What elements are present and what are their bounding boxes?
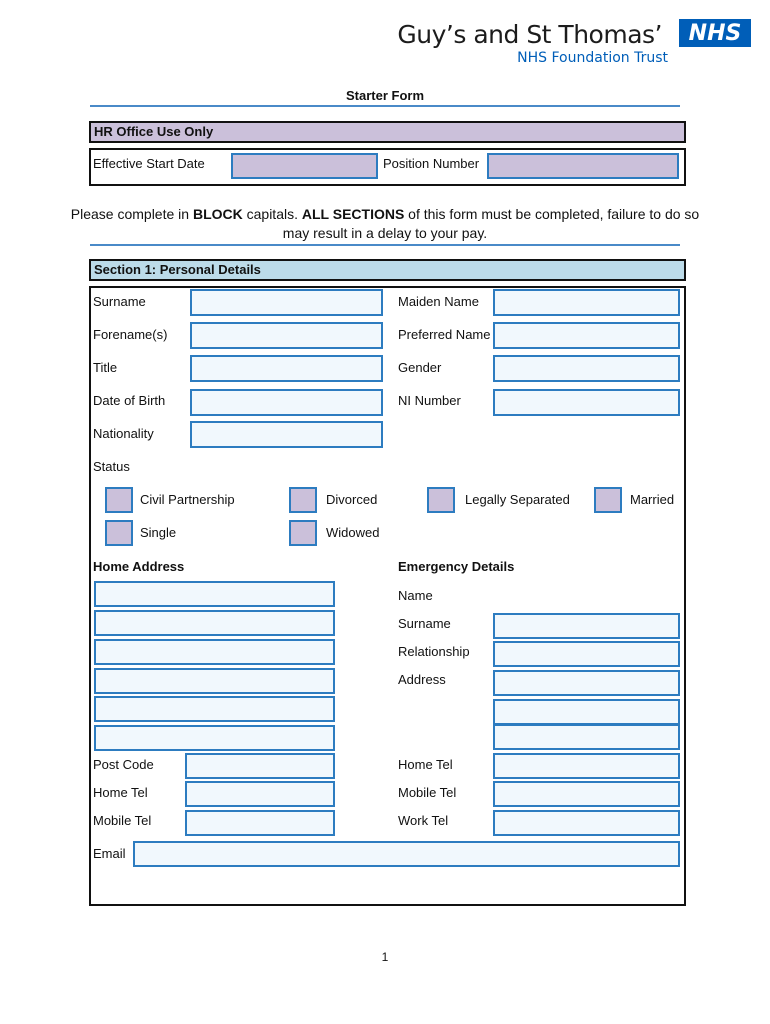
home-address-line-4[interactable] xyxy=(94,668,335,694)
emergency-mobile-tel-field[interactable] xyxy=(493,781,680,807)
email-field[interactable] xyxy=(133,841,680,867)
home-address-line-2[interactable] xyxy=(94,610,335,636)
civil-partnership-label: Civil Partnership xyxy=(140,492,235,507)
mobile-tel-label: Mobile Tel xyxy=(93,813,152,828)
instructions: Please complete in BLOCK capitals. ALL SECTIONS of this form must be completed, failure to do so may result in a delay to your pay. xyxy=(70,206,700,241)
home-address-line-6[interactable] xyxy=(94,725,335,751)
emergency-address-line-3[interactable] xyxy=(493,724,680,750)
position-number-field[interactable] xyxy=(487,153,679,179)
forenames-field[interactable] xyxy=(190,322,383,349)
section1-heading: Section 1: Personal Details xyxy=(89,259,686,281)
gender-field[interactable] xyxy=(493,355,680,382)
married-checkbox[interactable] xyxy=(594,487,622,513)
emergency-name-label: Name xyxy=(398,588,433,603)
emergency-address-line-1[interactable] xyxy=(493,670,680,696)
gender-label: Gender xyxy=(398,360,442,375)
civil-partnership-checkbox[interactable] xyxy=(105,487,133,513)
preferred-name-label: Preferred Name xyxy=(398,327,491,342)
form-title: Starter Form xyxy=(345,88,425,103)
page-number: 1 xyxy=(381,950,389,964)
status-label: Status xyxy=(93,459,130,474)
nationality-label: Nationality xyxy=(93,426,154,441)
position-number-label: Position Number xyxy=(383,156,480,171)
home-address-line-1[interactable] xyxy=(94,581,335,607)
title-label: Title xyxy=(93,360,118,375)
home-address-line-5[interactable] xyxy=(94,696,335,722)
emergency-mobile-tel-label: Mobile Tel xyxy=(398,785,457,800)
home-tel-field[interactable] xyxy=(185,781,335,807)
emergency-work-tel-label: Work Tel xyxy=(398,813,449,828)
nationality-field[interactable] xyxy=(190,421,383,448)
home-tel-label: Home Tel xyxy=(93,785,148,800)
preferred-name-field[interactable] xyxy=(493,322,680,349)
single-checkbox[interactable] xyxy=(105,520,133,546)
emergency-surname-label: Surname xyxy=(398,616,451,631)
effective-start-date-field[interactable] xyxy=(231,153,378,179)
surname-label: Surname xyxy=(93,294,146,309)
trust-subtitle: NHS Foundation Trust xyxy=(517,50,668,66)
effective-start-date-label: Effective Start Date xyxy=(93,156,205,171)
instructions-divider xyxy=(90,244,680,246)
emergency-work-tel-field[interactable] xyxy=(493,810,680,836)
maiden-name-label: Maiden Name xyxy=(398,294,479,309)
home-address-line-3[interactable] xyxy=(94,639,335,665)
dob-label: Date of Birth xyxy=(93,393,166,408)
post-code-field[interactable] xyxy=(185,753,335,779)
trust-name: Guy’s and St Thomas’ xyxy=(397,20,662,49)
maiden-name-field[interactable] xyxy=(493,289,680,316)
legally-separated-checkbox[interactable] xyxy=(427,487,455,513)
hr-section-heading: HR Office Use Only xyxy=(89,121,686,143)
post-code-label: Post Code xyxy=(93,757,154,772)
email-label: Email xyxy=(93,846,126,861)
divorced-checkbox[interactable] xyxy=(289,487,317,513)
emergency-relationship-field[interactable] xyxy=(493,641,680,667)
married-label: Married xyxy=(630,492,675,507)
forenames-label: Forename(s) xyxy=(93,327,168,342)
divorced-label: Divorced xyxy=(326,492,378,507)
nhs-logo: NHS xyxy=(679,19,751,47)
title-field[interactable] xyxy=(190,355,383,382)
emergency-details-heading: Emergency Details xyxy=(398,559,515,574)
surname-field[interactable] xyxy=(190,289,383,316)
widowed-checkbox[interactable] xyxy=(289,520,317,546)
emergency-home-tel-label: Home Tel xyxy=(398,757,453,772)
legally-separated-label: Legally Separated xyxy=(465,492,570,507)
emergency-relationship-label: Relationship xyxy=(398,644,470,659)
home-address-heading: Home Address xyxy=(93,559,185,574)
emergency-address-line-2[interactable] xyxy=(493,699,680,725)
widowed-label: Widowed xyxy=(326,525,380,540)
single-label: Single xyxy=(140,525,177,540)
mobile-tel-field[interactable] xyxy=(185,810,335,836)
dob-field[interactable] xyxy=(190,389,383,416)
emergency-surname-field[interactable] xyxy=(493,613,680,639)
emergency-address-label: Address xyxy=(398,672,446,687)
ni-number-label: NI Number xyxy=(398,393,461,408)
ni-number-field[interactable] xyxy=(493,389,680,416)
emergency-home-tel-field[interactable] xyxy=(493,753,680,779)
title-divider xyxy=(90,105,680,107)
